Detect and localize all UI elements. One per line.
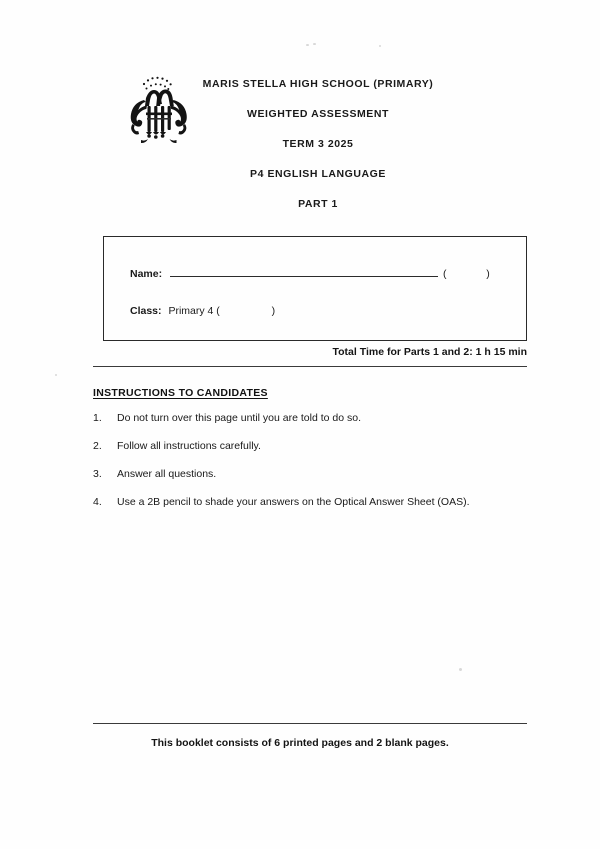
exam-type: WEIGHTED ASSESSMENT	[247, 108, 389, 120]
list-item-text: Follow all instructions carefully.	[117, 440, 261, 452]
name-index-close-paren: )	[486, 268, 490, 280]
list-item-number: 3.	[93, 468, 102, 480]
list-item	[93, 412, 533, 425]
total-time-note: Total Time for Parts 1 and 2: 1 h 15 min	[332, 346, 527, 358]
list-item-number: 4.	[93, 496, 102, 508]
school-name: MARIS STELLA HIGH SCHOOL (PRIMARY)	[202, 78, 434, 90]
list-item	[93, 496, 533, 509]
divider-rule-bottom	[93, 723, 527, 724]
list-item-text: Answer all questions.	[117, 468, 217, 480]
scan-speck	[306, 44, 309, 46]
instructions-heading: INSTRUCTIONS TO CANDIDATES	[93, 387, 268, 399]
class-label: Class:	[130, 305, 162, 317]
scan-speck	[55, 374, 57, 376]
name-index-open-paren: (	[442, 268, 447, 280]
document-header	[0, 66, 600, 210]
list-item-text: Do not turn over this page until you are told to do so.	[117, 412, 361, 424]
class-field-row	[130, 305, 275, 317]
term-label: TERM 3 2025	[282, 138, 354, 150]
scan-speck	[313, 43, 316, 45]
name-field-row	[130, 267, 490, 280]
scan-speck	[379, 45, 381, 47]
list-item-number: 2.	[93, 440, 102, 452]
instructions-list	[93, 412, 533, 524]
class-close-paren: )	[271, 305, 276, 317]
part-label: PART 1	[298, 198, 338, 210]
candidate-particulars-box	[103, 236, 527, 341]
list-item	[93, 440, 533, 453]
name-label: Name:	[130, 268, 163, 280]
booklet-note: This booklet consists of 6 printed pages and 2 blank pages.	[151, 737, 449, 749]
list-item-text: Use a 2B pencil to shade your answers on the Optical Answer Sheet (OAS).	[117, 496, 470, 508]
list-item	[93, 468, 533, 481]
subject-label: P4 ENGLISH LANGUAGE	[250, 168, 386, 180]
scan-speck	[459, 668, 462, 671]
divider-rule-top	[93, 366, 527, 367]
class-value: Primary 4 (	[168, 305, 220, 317]
list-item-number: 1.	[93, 412, 102, 424]
name-input[interactable]	[170, 267, 438, 277]
